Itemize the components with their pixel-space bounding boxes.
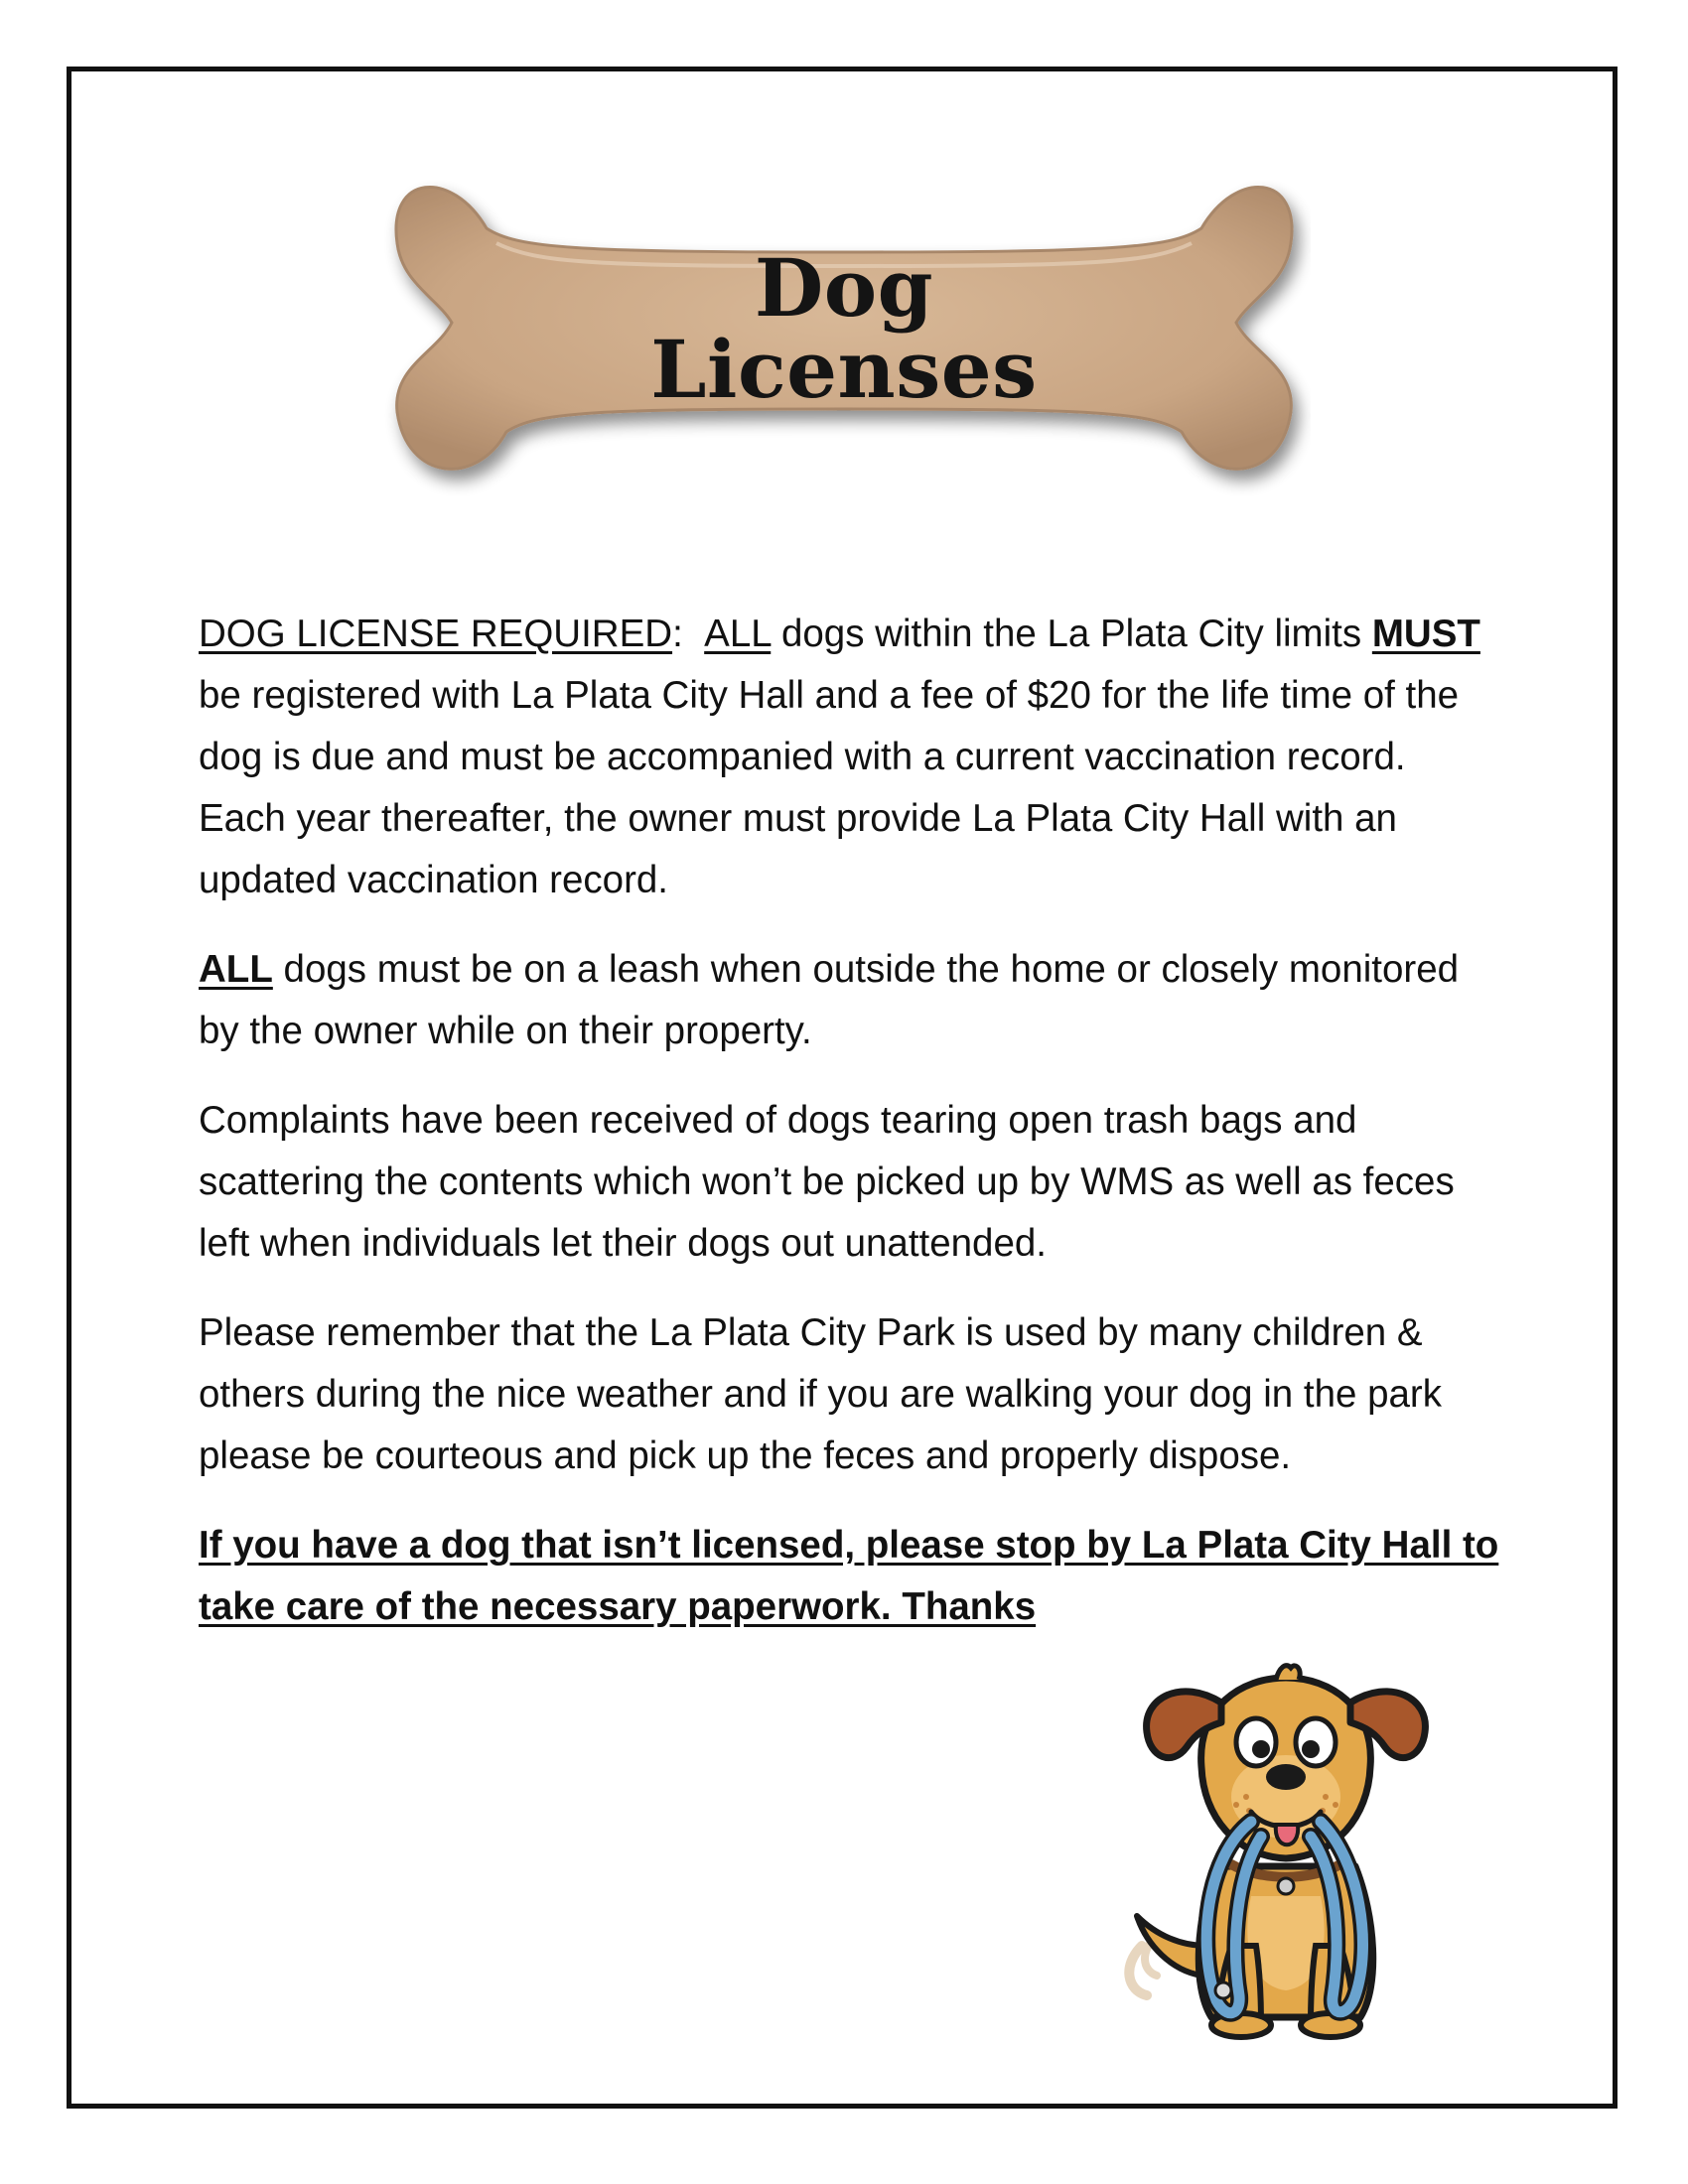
leash-all-emphasis: ALL bbox=[199, 948, 273, 991]
banner-title-line2: Licenses bbox=[650, 322, 1038, 416]
all-emphasis: ALL bbox=[704, 613, 772, 655]
license-text-1: dogs within the La Plata City limits bbox=[780, 613, 1362, 655]
dog-licenses-banner bbox=[377, 149, 1311, 526]
license-text-2: be registered with La Plata City Hall and a fee of $20 for the life time of the dog is due and must be accompanied with a current vaccination record. Each year thereafter, the owner must provide La Plata City Hall with an updated vaccination record. bbox=[199, 674, 1460, 901]
license-required-heading: DOG LICENSE REQUIRED bbox=[199, 613, 673, 655]
heading-colon: : bbox=[672, 613, 683, 655]
complaints-paragraph: Complaints have been received of dogs tearing open trash bags and scattering the contents which won’t be picked up by WMS as well as feces left when individuals let their dogs out unattended. bbox=[199, 1099, 1455, 1265]
leash-text: dogs must be on a leash when outside the home or closely monitored by the owner while on their property. bbox=[199, 948, 1460, 1052]
license-required-paragraph bbox=[199, 604, 1499, 911]
banner-title-line1: Dog bbox=[754, 241, 934, 335]
park-paragraph: Please remember that the La Plata City Park is used by many children & others during the nice weather and if you are walking your dog in the park please be courteous and pick up the feces and properly dispose. bbox=[199, 1311, 1443, 1477]
must-emphasis: MUST bbox=[1371, 613, 1480, 655]
unlicensed-dog-notice: If you have a dog that isn’t licensed, please stop by La Plata City Hall to take care of the necessary paperwork. Thanks bbox=[199, 1524, 1499, 1628]
notice-body bbox=[199, 604, 1499, 1666]
dog-with-leash-icon bbox=[1112, 1648, 1470, 2045]
dog-mascot bbox=[1112, 1648, 1470, 2045]
banner-title bbox=[377, 241, 1311, 416]
leash-paragraph bbox=[199, 939, 1499, 1062]
